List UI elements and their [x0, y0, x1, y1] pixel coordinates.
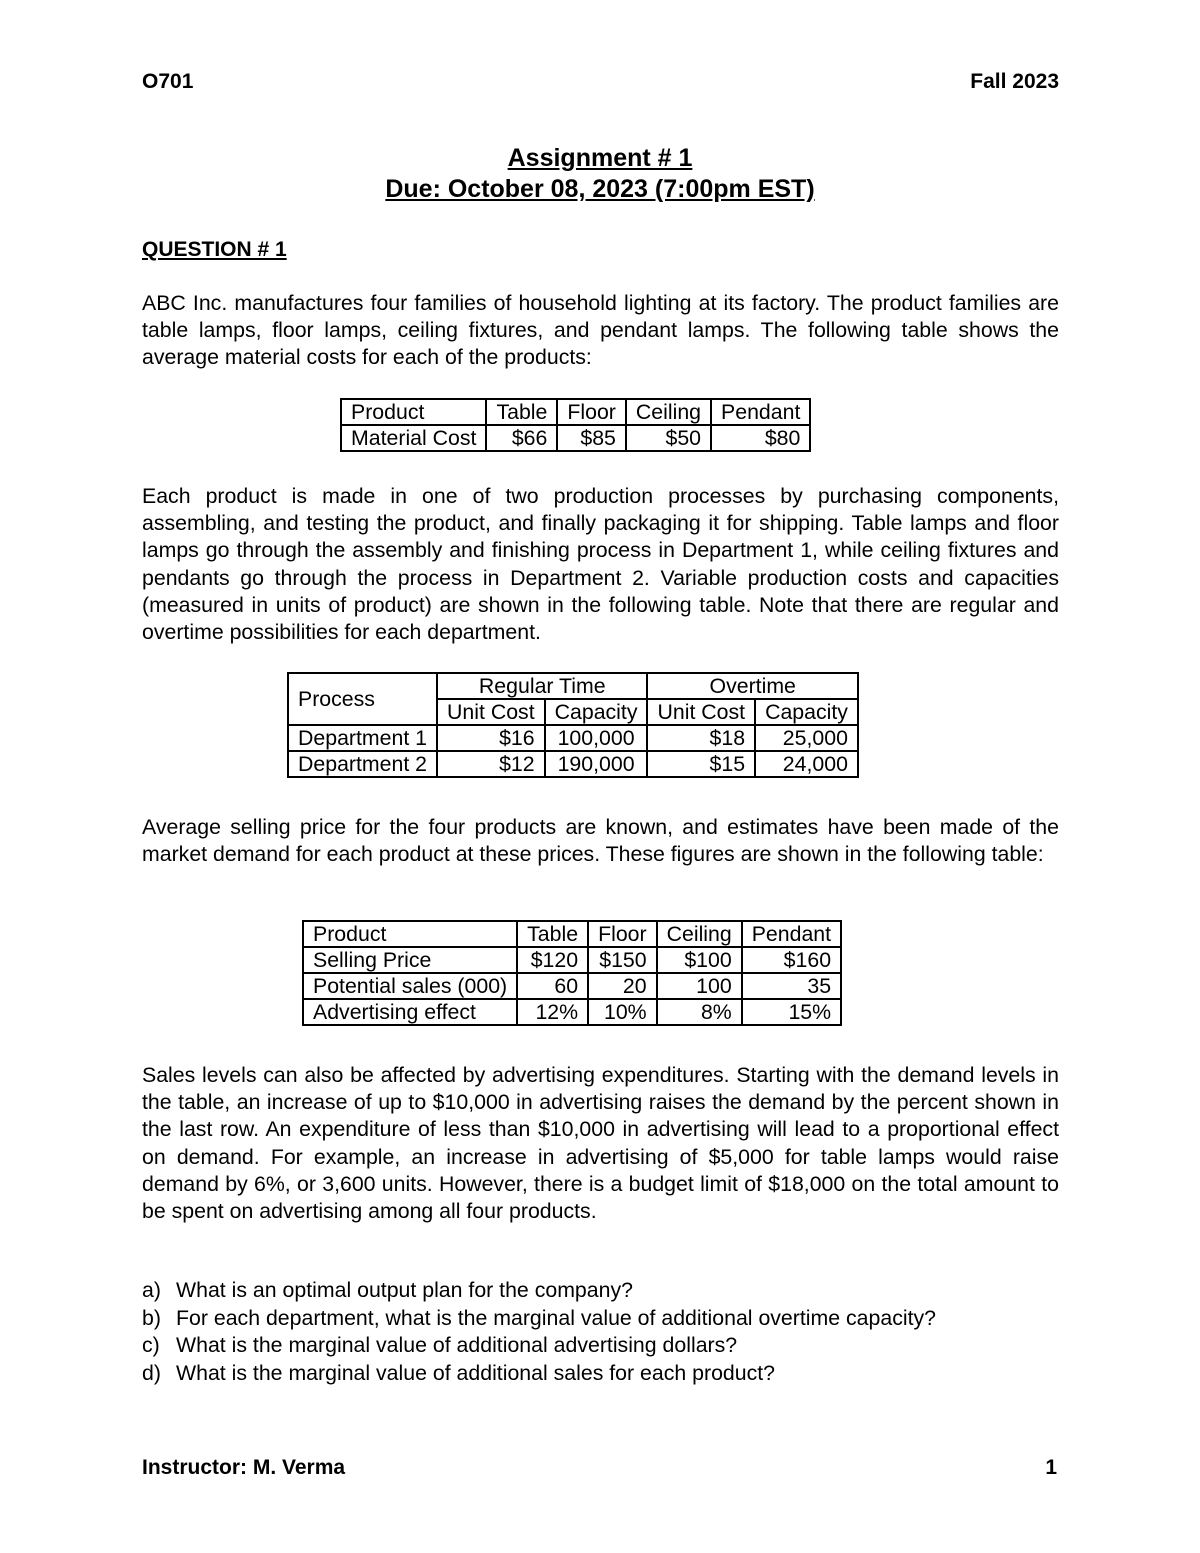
- table-row: [303, 947, 841, 973]
- table-cell: 8%: [657, 999, 742, 1025]
- table-row: [288, 673, 858, 699]
- table-cell: $120: [517, 947, 588, 973]
- question-text: What is the marginal value of additional advertising dollars?: [176, 1333, 738, 1357]
- table-header: Unit Cost: [437, 699, 545, 725]
- process-cost-table: [287, 672, 859, 778]
- table-cell: $50: [626, 425, 711, 451]
- due-date: Due: October 08, 2023 (7:00pm EST): [385, 175, 815, 203]
- list-item: [142, 1360, 936, 1388]
- sales-table: [302, 920, 842, 1026]
- table-header: Table: [486, 399, 557, 425]
- table-row: [341, 425, 810, 451]
- table-header: Product: [341, 399, 486, 425]
- table-cell: Advertising effect: [303, 999, 517, 1025]
- table-header: Table: [517, 921, 588, 947]
- table-group-header: Overtime: [647, 673, 857, 699]
- course-code: O701: [142, 70, 194, 93]
- table-cell: $16: [437, 725, 545, 751]
- table-cell: $66: [486, 425, 557, 451]
- table-cell: 35: [742, 973, 841, 999]
- question-text: For each department, what is the marginal value of additional overtime capacity?: [176, 1305, 936, 1330]
- table-cell: Material Cost: [341, 425, 486, 451]
- term: Fall 2023: [970, 70, 1059, 93]
- assignment-title: Assignment # 1: [507, 144, 693, 172]
- table-header: Pendant: [742, 921, 841, 947]
- table-cell: Department 2: [288, 751, 437, 777]
- table-cell: 20: [588, 973, 657, 999]
- material-cost-table: [340, 398, 811, 452]
- table-header: Pendant: [711, 399, 810, 425]
- list-item: [142, 1305, 936, 1333]
- table-cell: 60: [517, 973, 588, 999]
- table-cell: $18: [647, 725, 755, 751]
- table-row: [303, 921, 841, 947]
- table-cell: $100: [657, 947, 742, 973]
- table-cell: 100,000: [545, 725, 648, 751]
- table-row: [303, 999, 841, 1025]
- table-row: [341, 399, 810, 425]
- question-text: What is an optimal output plan for the company?: [176, 1278, 633, 1302]
- table-cell: 25,000: [755, 725, 858, 751]
- table-cell: $15: [647, 751, 755, 777]
- table-header: Floor: [588, 921, 657, 947]
- table-header: Ceiling: [626, 399, 711, 425]
- table-cell: $80: [711, 425, 810, 451]
- table-header: Process: [288, 673, 437, 725]
- paragraph-intro: ABC Inc. manufactures four families of household lighting at its factory. The product families are table lamps, floor lamps, ceiling fixtures, and pendant lamps. The following table shows the average material costs for each of the products:: [142, 291, 1059, 370]
- table-cell: 12%: [517, 999, 588, 1025]
- table-cell: 190,000: [545, 751, 648, 777]
- table-cell: 10%: [588, 999, 657, 1025]
- table-cell: 100: [657, 973, 742, 999]
- table-header: Product: [303, 921, 517, 947]
- instructor-name: Instructor: M. Verma: [142, 1456, 346, 1479]
- paragraph-advertising: Sales levels can also be affected by advertising expenditures. Starting with the demand levels in the table, an increase of up to $10,000 in advertising raises the demand by the percent shown in the last row. An expenditure of less than $10,000 in advertising will lead to a proportional effect on demand. For example, an increase in advertising of $5,000 for table lamps would raise demand by 6%, or 3,600 units. However, there is a budget limit of $18,000 on the total amount to be spent on advertising among all four products.: [142, 1063, 1059, 1224]
- question-label: c): [142, 1333, 160, 1357]
- table-cell: $85: [557, 425, 626, 451]
- table-row: [288, 751, 858, 777]
- question-label: a): [142, 1278, 161, 1302]
- table-cell: $12: [437, 751, 545, 777]
- page-number: 1: [1045, 1456, 1057, 1479]
- table-cell: $160: [742, 947, 841, 973]
- table-header: Capacity: [755, 699, 858, 725]
- table-cell: 24,000: [755, 751, 858, 777]
- table-row: [303, 973, 841, 999]
- question-heading: QUESTION # 1: [142, 238, 287, 261]
- table-header: Capacity: [545, 699, 648, 725]
- question-list: [142, 1277, 936, 1387]
- table-cell: Potential sales (000): [303, 973, 517, 999]
- table-cell: Department 1: [288, 725, 437, 751]
- list-item: [142, 1277, 936, 1305]
- table-cell: Selling Price: [303, 947, 517, 973]
- question-label: b): [142, 1305, 161, 1330]
- question-text: What is the marginal value of additional sales for each product?: [176, 1360, 776, 1385]
- table-header: Floor: [557, 399, 626, 425]
- table-row: [288, 725, 858, 751]
- table-header: Ceiling: [657, 921, 742, 947]
- table-header: Unit Cost: [647, 699, 755, 725]
- list-item: [142, 1332, 936, 1360]
- paragraph-selling-price: Average selling price for the four products are known, and estimates have been made of the market demand for each product at these prices. These figures are shown in the following table:: [142, 815, 1059, 867]
- table-cell: $150: [588, 947, 657, 973]
- question-label: d): [142, 1360, 161, 1385]
- table-cell: 15%: [742, 999, 841, 1025]
- paragraph-production: Each product is made in one of two production processes by purchasing components, assembling, and testing the product, and finally packaging it for shipping. Table lamps and floor lamps go through the assembly and finishing process in Department 1, while ceiling fixtures and pendants go through the process in Department 2. Variable production costs and capacities (measured in units of product) are shown in the following table. Note that there are regular and overtime possibilities for each department.: [142, 484, 1059, 645]
- table-group-header: Regular Time: [437, 673, 647, 699]
